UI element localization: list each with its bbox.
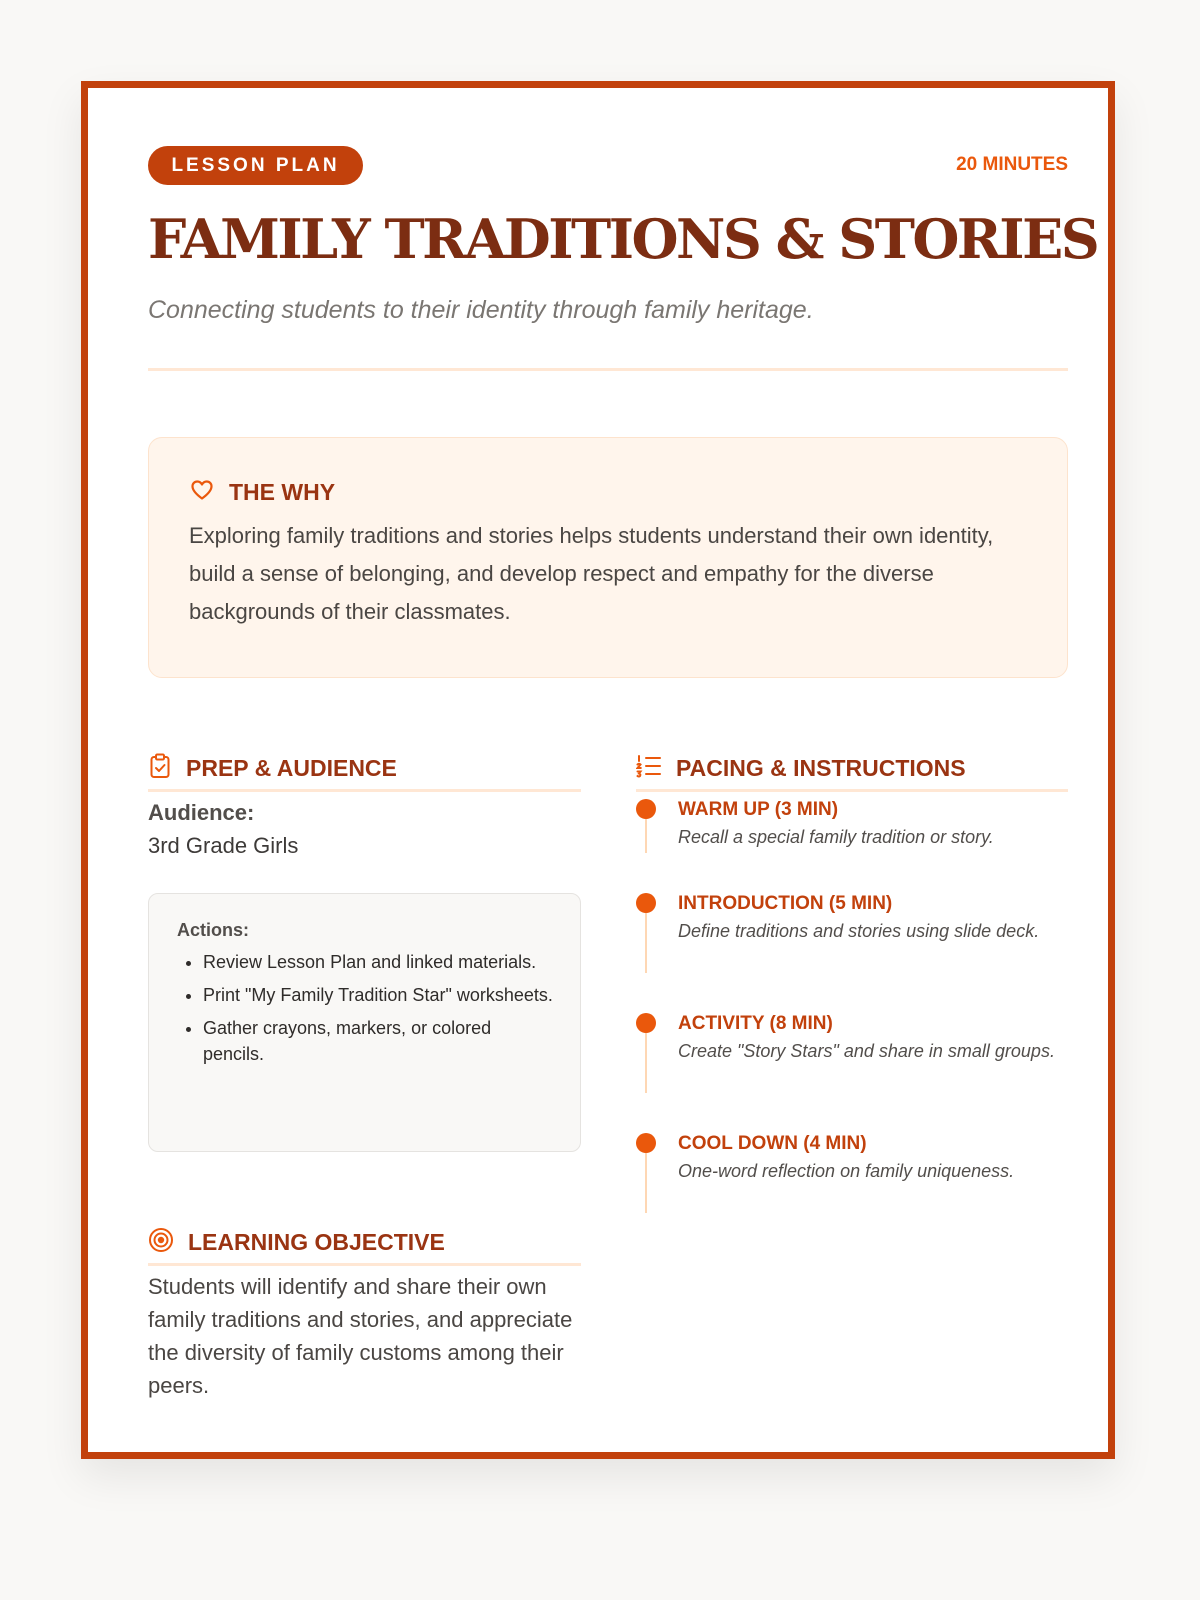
- pacing-step: [636, 1012, 1068, 1132]
- pacing-section-title: PACING & INSTRUCTIONS: [676, 754, 966, 781]
- pacing-timeline: [636, 798, 1068, 1226]
- timeline-line: [645, 913, 647, 973]
- why-panel: [148, 437, 1068, 678]
- page-title: FAMILY TRADITIONS & STORIES: [148, 207, 1098, 271]
- timeline-line: [645, 1033, 647, 1093]
- timeline-line: [645, 819, 647, 853]
- audience-value: 3rd Grade Girls: [148, 833, 299, 858]
- timeline-dot: [636, 893, 656, 913]
- action-item: • Print "My Family Tradition Star" worksheets.: [203, 982, 554, 1008]
- audience-label: Audience:: [148, 800, 255, 825]
- actions-box: [148, 893, 581, 1152]
- prep-section-header: [148, 747, 581, 792]
- header-divider: [148, 368, 1068, 371]
- heart-icon: [189, 478, 215, 507]
- pacing-step: [636, 798, 1068, 892]
- timeline-dot: [636, 1133, 656, 1153]
- lesson-plan-card: [81, 81, 1115, 1459]
- why-header: [189, 478, 1027, 507]
- step-title: INTRODUCTION (5 MIN): [678, 893, 893, 914]
- step-description: Recall a special family tradition or story.: [678, 827, 994, 847]
- step-description: One-word reflection on family uniqueness.: [678, 1161, 1015, 1181]
- objective-section-header: [148, 1221, 581, 1266]
- actions-label: Actions:: [177, 920, 249, 940]
- timeline-line: [645, 1153, 647, 1213]
- pacing-step: [636, 892, 1068, 1012]
- prep-section-title: PREP & AUDIENCE: [186, 754, 397, 781]
- target-icon: [148, 1227, 174, 1258]
- step-title: COOL DOWN (4 MIN): [678, 1133, 867, 1154]
- timeline-dot: [636, 1013, 656, 1033]
- step-title: ACTIVITY (8 MIN): [678, 1013, 833, 1034]
- pacing-step: [636, 1132, 1068, 1226]
- page-subtitle: Connecting students to their identity through family heritage.: [148, 296, 814, 324]
- numbered-list-icon: [636, 754, 662, 783]
- objective-body: Students will identify and share their own family traditions and stories, and appreciate the diversity of family customs among their peers.: [148, 1274, 573, 1398]
- step-title: WARM UP (3 MIN): [678, 799, 839, 820]
- lesson-plan-badge: LESSON PLAN: [148, 146, 363, 185]
- step-description: Define traditions and stories using slide deck.: [678, 921, 1040, 941]
- actions-list: [177, 949, 554, 1067]
- action-item: • Review Lesson Plan and linked materials.: [203, 949, 554, 975]
- why-title: THE WHY: [229, 479, 336, 505]
- objective-section-title: LEARNING OBJECTIVE: [188, 1228, 445, 1255]
- step-description: Create "Story Stars" and share in small groups.: [678, 1041, 1055, 1061]
- clipboard-check-icon: [148, 753, 172, 784]
- why-body: Exploring family traditions and stories helps students understand their own identity, build a sense of belonging, and develop respect and empathy for the diverse backgrounds of their classmates.: [189, 523, 994, 624]
- pacing-section-header: [636, 747, 1068, 792]
- action-item: • Gather crayons, markers, or colored pencils.: [203, 1015, 554, 1067]
- timeline-dot: [636, 799, 656, 819]
- duration-label: 20 MINUTES: [956, 154, 1068, 175]
